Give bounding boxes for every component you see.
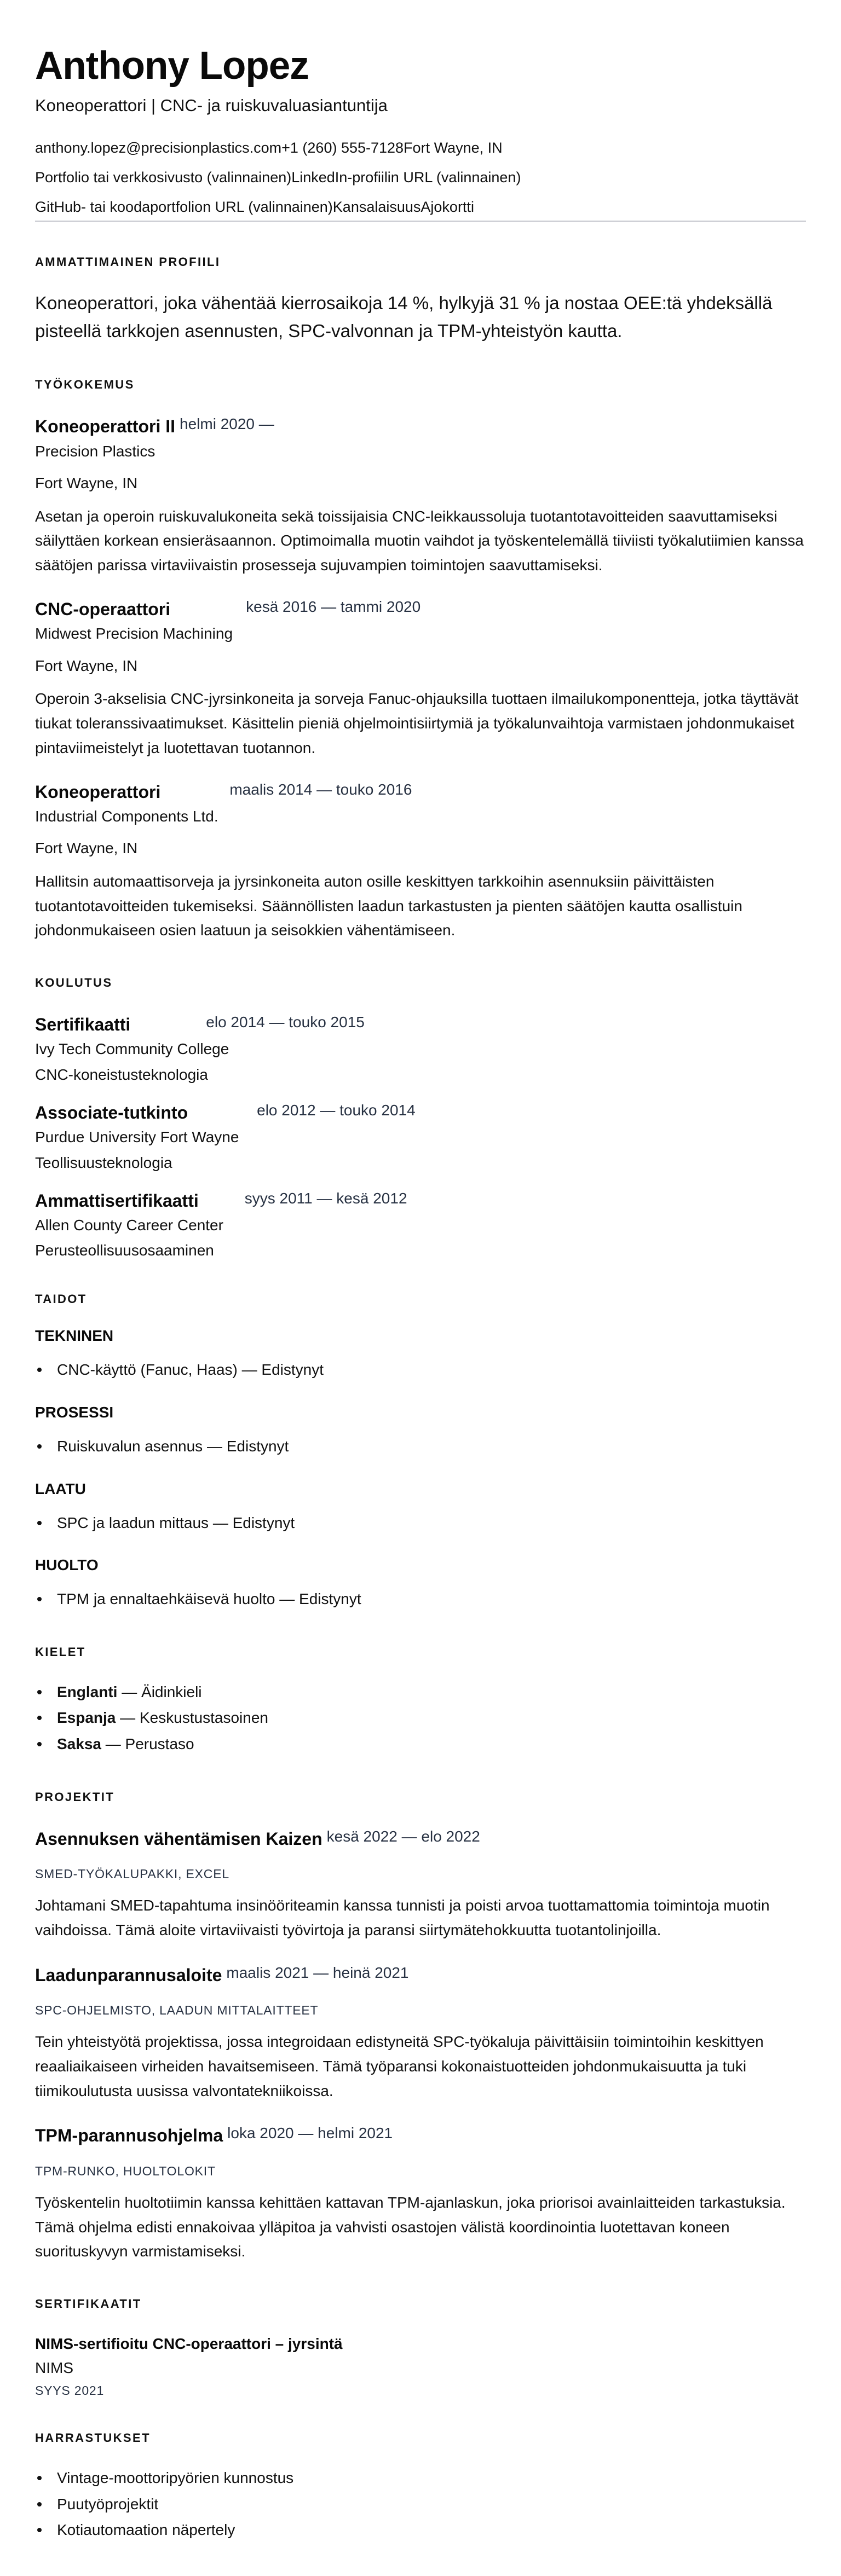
job-title: CNC-operaattori	[35, 599, 171, 619]
education-section	[35, 976, 806, 1259]
profile-summary: Koneoperattori, joka vähentää kierrosaikoja 14 %, hylkyjä 31 % ja nostaa OEE:tä yhdeksällä pisteellä tarkkojen asennusten, SPC-valvonnan ja TPM-yhteistyön kautta.	[35, 293, 773, 341]
certification-entry	[35, 2335, 806, 2398]
entry-header	[35, 2125, 806, 2146]
job-dates: maalis 2014 — touko 2016	[229, 780, 412, 798]
language-name: Englanti	[57, 1683, 118, 1700]
skill-group-title: LAATU	[35, 1480, 86, 1497]
school-name: Ivy Tech Community College	[35, 1040, 229, 1058]
github-link[interactable]: GitHub- tai koodaportfolion URL (valinnainen)	[35, 199, 333, 216]
certification-issuer: NIMS	[35, 2359, 73, 2377]
job-description: Operoin 3-akselisia CNC-jyrsinkoneita ja sorveja Fanuc-ohjauksilla tuottaen ilmailukomponentteja, jotka täyttävät tiukat toleranssivaatimukset. Käsittelin pieniä ohjelmointisiirtymiä ja työkalunvaihtoja varmistaen johdonmukaiset pintaviimeistelyt ja luotettavan tuotannon.	[35, 690, 799, 756]
experience-entry	[35, 599, 806, 761]
language-item	[35, 1705, 806, 1731]
project-title: TPM-parannusohjelma	[35, 2126, 223, 2146]
entry-header	[35, 782, 806, 802]
section-title-education: KOULUTUS	[35, 976, 113, 990]
project-tools: SMED-TYÖKALUPAKKI, EXCEL	[35, 1866, 229, 1881]
project-description: Työskentelin huoltotiimin kanssa kehittäen kattavan TPM-ajanlaskun, joka priorisoi avainlaitteiden tarkastuksia. Tämä ohjelma edisti ennakoivaa ylläpitoa ja vahvisti osastojen välistä koordinointia luotettavan koneen suorituskyvyn varmistamiseksi.	[35, 2193, 786, 2260]
education-dates: elo 2014 — touko 2015	[206, 1014, 365, 1031]
job-description: Hallitsin automaattisorveja ja jyrsinkoneita auton osille keskittyen tarkkoihin asennuksiin päivittäisten tuotantotavoitteiden tukemiseksi. Säännöllisten laadun tarkastusten ja pienten säätöjen kautta osallistuin johdonmukaiseen osien laatuun ja seisokkien vähentämiseen.	[35, 872, 742, 939]
skill-list	[35, 1433, 806, 1460]
entry-header	[35, 1102, 806, 1123]
section-title-profile: AMMATTIMAINEN PROFIILI	[35, 255, 221, 269]
skill-item: TPM ja ennaltaehkäisevä huolto — Edistynyt	[35, 1586, 806, 1612]
field-of-study: CNC-koneistusteknologia	[35, 1066, 208, 1083]
resume-header	[35, 46, 806, 222]
drivers-license-text: Ajokortti	[420, 199, 474, 216]
education-entry	[35, 1014, 806, 1084]
language-list	[35, 1679, 806, 1757]
phone-link[interactable]: +1 (260) 555-7128	[281, 139, 404, 156]
header-divider	[35, 221, 806, 222]
location-text: Fort Wayne, IN	[404, 139, 503, 156]
degree-title: Sertifikaatti	[35, 1015, 131, 1035]
certification-name: NIMS-sertifioitu CNC-operaattori – jyrsintä	[35, 2335, 343, 2353]
language-name: Espanja	[57, 1709, 116, 1727]
skill-list	[35, 1586, 806, 1612]
language-item	[35, 1731, 806, 1757]
skill-item: CNC-käyttö (Fanuc, Haas) — Edistynyt	[35, 1357, 806, 1383]
skill-group	[35, 1327, 806, 1383]
project-dates: kesä 2022 — elo 2022	[326, 1827, 480, 1845]
job-dates: kesä 2016 — tammi 2020	[246, 598, 421, 615]
skill-item: Ruiskuvalun asennus — Edistynyt	[35, 1433, 806, 1460]
linkedin-link[interactable]: LinkedIn-profiilin URL (valinnainen)	[291, 169, 521, 186]
candidate-name: Anthony Lopez	[35, 44, 309, 88]
hobby-item: Vintage-moottoripyörien kunnostus	[35, 2465, 806, 2491]
language-level: — Keskustustasoinen	[116, 1709, 268, 1727]
entry-header	[35, 599, 806, 620]
citizenship-text: Kansalaisuus	[332, 199, 421, 216]
portfolio-link[interactable]: Portfolio tai verkkosivusto (valinnainen)	[35, 169, 292, 186]
skills-section	[35, 1292, 806, 1612]
job-location: Fort Wayne, IN	[35, 840, 138, 857]
school-name: Allen County Career Center	[35, 1217, 223, 1234]
experience-entry	[35, 416, 806, 578]
project-entry	[35, 1965, 806, 2104]
skill-list	[35, 1510, 806, 1536]
section-title-hobbies: HARRASTUKSET	[35, 2431, 151, 2445]
languages-section	[35, 1645, 806, 1757]
entry-header	[35, 416, 806, 437]
skill-list	[35, 1357, 806, 1383]
skill-group-title: TEKNINEN	[35, 1327, 114, 1345]
job-location: Fort Wayne, IN	[35, 657, 138, 674]
project-description: Johtamani SMED-tapahtuma insinööriteamin kanssa tunnisti ja poisti arvoa tuottamattomia toimintoja muotin vaihdoissa. Tämä aloite virtaviivaisti työvirtoja ja paransi siirtymätehokkuutta tuotantolinjoilla.	[35, 1896, 770, 1938]
skill-group	[35, 1556, 806, 1612]
hobbies-section	[35, 2431, 806, 2543]
section-title-experience: TYÖKOKEMUS	[35, 378, 135, 392]
project-description: Tein yhteistyötä projektissa, jossa integroidaan edistyneitä SPC-työkaluja päivittäisiin toimintoihin keskittyen reaaliaikaiseen virheiden havaitsemiseen. Tämä työparansi kokonaistuotteiden johdonmukaisuutta ja tuki tiimikoulutusta uusissa valvontatekniikoissa.	[35, 2033, 764, 2099]
language-name: Saksa	[57, 1735, 101, 1752]
project-title: Laadunparannusaloite	[35, 1965, 222, 1985]
entry-header	[35, 1828, 806, 1849]
contact-row-extra	[35, 198, 806, 217]
field-of-study: Perusteollisuusosaaminen	[35, 1242, 214, 1259]
project-entry	[35, 1828, 806, 1943]
field-of-study: Teollisuusteknologia	[35, 1154, 172, 1171]
project-dates: loka 2020 — helmi 2021	[227, 2125, 393, 2142]
degree-title: Associate-tutkinto	[35, 1102, 188, 1122]
project-tools: TPM-RUNKO, HUOLTOLOKIT	[35, 2163, 216, 2178]
certifications-section	[35, 2297, 806, 2398]
skill-item: SPC ja laadun mittaus — Edistynyt	[35, 1510, 806, 1536]
contact-row-primary	[35, 138, 806, 158]
entry-header	[35, 1014, 806, 1035]
project-tools: SPC-OHJELMISTO, LAADUN MITTALAITTEET	[35, 2002, 319, 2017]
skill-group-title: PROSESSI	[35, 1404, 114, 1421]
school-name: Purdue University Fort Wayne	[35, 1128, 239, 1146]
project-entry	[35, 2125, 806, 2264]
section-title-projects: PROJEKTIT	[35, 1790, 115, 1804]
job-title: Koneoperattori	[35, 782, 161, 802]
education-dates: syys 2011 — kesä 2012	[244, 1189, 407, 1207]
education-entry	[35, 1102, 806, 1172]
hobby-item: Puutyöprojektit	[35, 2491, 806, 2517]
skill-group-title: HUOLTO	[35, 1556, 99, 1574]
job-location: Fort Wayne, IN	[35, 474, 138, 492]
education-entry	[35, 1190, 806, 1260]
certification-date: SYYS 2021	[35, 2383, 105, 2398]
projects-section	[35, 1790, 806, 2265]
profile-section	[35, 255, 806, 345]
language-item	[35, 1679, 806, 1705]
entry-header	[35, 1190, 806, 1211]
company-name: Industrial Components Ltd.	[35, 807, 218, 825]
section-title-skills: TAIDOT	[35, 1292, 87, 1306]
language-level: — Perustaso	[101, 1735, 194, 1752]
skill-group	[35, 1480, 806, 1536]
hobby-item: Kotiautomaation näpertely	[35, 2517, 806, 2543]
contact-row-links	[35, 168, 806, 187]
experience-entry	[35, 782, 806, 943]
language-level: — Äidinkieli	[117, 1683, 202, 1700]
degree-title: Ammattisertifikaatti	[35, 1190, 199, 1211]
job-dates: helmi 2020 —	[180, 415, 274, 433]
section-title-languages: KIELET	[35, 1645, 86, 1659]
project-title: Asennuksen vähentämisen Kaizen	[35, 1828, 322, 1849]
entry-header	[35, 1965, 806, 1985]
education-dates: elo 2012 — touko 2014	[257, 1101, 416, 1119]
company-name: Precision Plastics	[35, 442, 155, 460]
skill-group	[35, 1404, 806, 1460]
candidate-headline: Koneoperattori | CNC- ja ruiskuvaluasiantuntija	[35, 95, 388, 115]
section-title-certifications: SERTIFIKAATIT	[35, 2297, 142, 2311]
experience-section	[35, 378, 806, 943]
email-link[interactable]: anthony.lopez@precisionplastics.com	[35, 139, 282, 156]
project-dates: maalis 2021 — heinä 2021	[226, 1964, 409, 1981]
job-description: Asetan ja operoin ruiskuvalukoneita sekä toissijaisia CNC-leikkaussoluja tuotantotavoitteiden saavuttamiseksi säilyttäen korkean ensieräsaannon. Optimoimalla muotin vaihdot ja työskentelemällä tiiviisti työkalutiimien kanssa säätöjen parissa virtaviivaistin prosesseja sujuvampien toimintojen saavuttamiseksi.	[35, 507, 804, 574]
company-name: Midwest Precision Machining	[35, 625, 233, 642]
hobby-list	[35, 2465, 806, 2543]
job-title: Koneoperattori II	[35, 416, 176, 437]
